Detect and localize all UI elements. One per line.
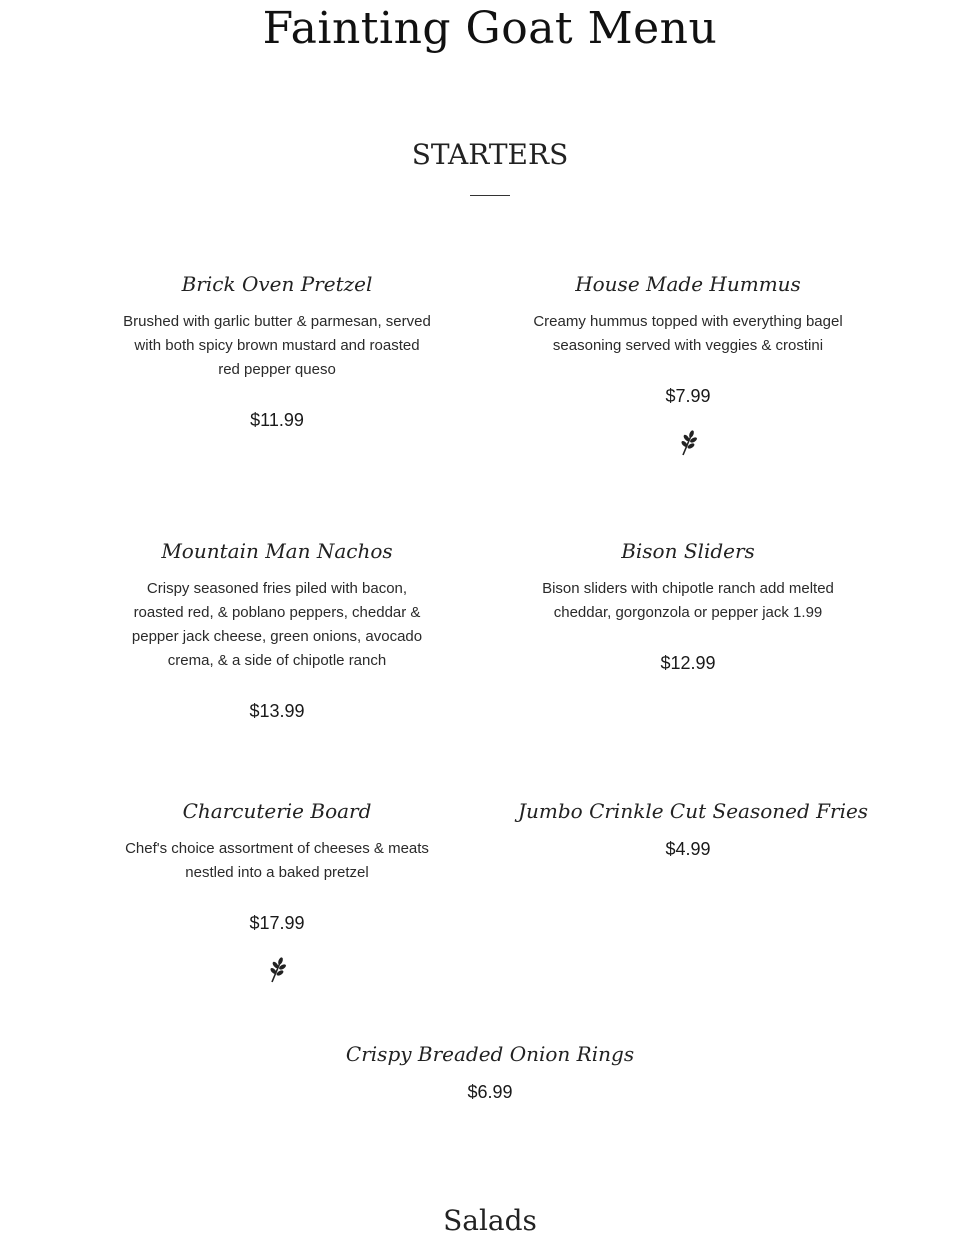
menu-item-charcuterie-board: [122, 797, 432, 983]
item-name: Charcuterie Board: [182, 799, 372, 823]
wheat-icon: [678, 428, 698, 456]
item-price: $6.99: [467, 1082, 513, 1102]
item-name: Mountain Man Nachos: [161, 539, 393, 563]
item-name: Brick Oven Pretzel: [181, 272, 373, 296]
item-description: Creamy hummus topped with everything bagel seasoning served with veggies & crostini: [533, 313, 843, 354]
item-price: $4.99: [665, 839, 711, 859]
item-name: House Made Hummus: [575, 272, 801, 296]
section-heading-salads: Salads: [443, 1204, 537, 1237]
menu-item-mountain-man-nachos: [122, 537, 432, 723]
item-description: Bison sliders with chipotle ranch add melted cheddar, gorgonzola or pepper jack 1.99: [542, 580, 834, 621]
item-description: Chef's choice assortment of cheeses & meats nestled into a baked pretzel: [125, 840, 429, 881]
item-price: $13.99: [249, 701, 305, 721]
wheat-icon: [267, 955, 287, 983]
menu-item-bison-sliders: [533, 537, 843, 675]
item-description: Crispy seasoned fries piled with bacon, roasted red, & poblano peppers, cheddar & pepper jack cheese, green onions, avocado crema, & a side of chipotle ranch: [131, 580, 423, 669]
menu-item-brick-oven-pretzel: [122, 270, 432, 432]
menu-item-crispy-breaded-onion-rings: [320, 1040, 660, 1104]
item-price: $12.99: [660, 653, 716, 673]
item-name: Jumbo Crinkle Cut Seasoned Fries: [518, 799, 869, 823]
item-name: Crispy Breaded Onion Rings: [345, 1042, 635, 1066]
item-price: $7.99: [665, 386, 711, 406]
item-price: $11.99: [250, 410, 304, 430]
item-price: $17.99: [249, 913, 305, 933]
item-name: Bison Sliders: [621, 539, 755, 563]
item-description: Brushed with garlic butter & parmesan, served with both spicy brown mustard and roasted red pepper queso: [123, 313, 431, 378]
section-heading-starters: STARTERS: [411, 138, 569, 171]
section-divider: [470, 195, 510, 196]
menu-item-jumbo-crinkle-cut-seasoned-fries: [518, 797, 869, 861]
page-title: Fainting Goat Menu: [262, 3, 718, 54]
menu-item-house-made-hummus: [533, 270, 843, 456]
